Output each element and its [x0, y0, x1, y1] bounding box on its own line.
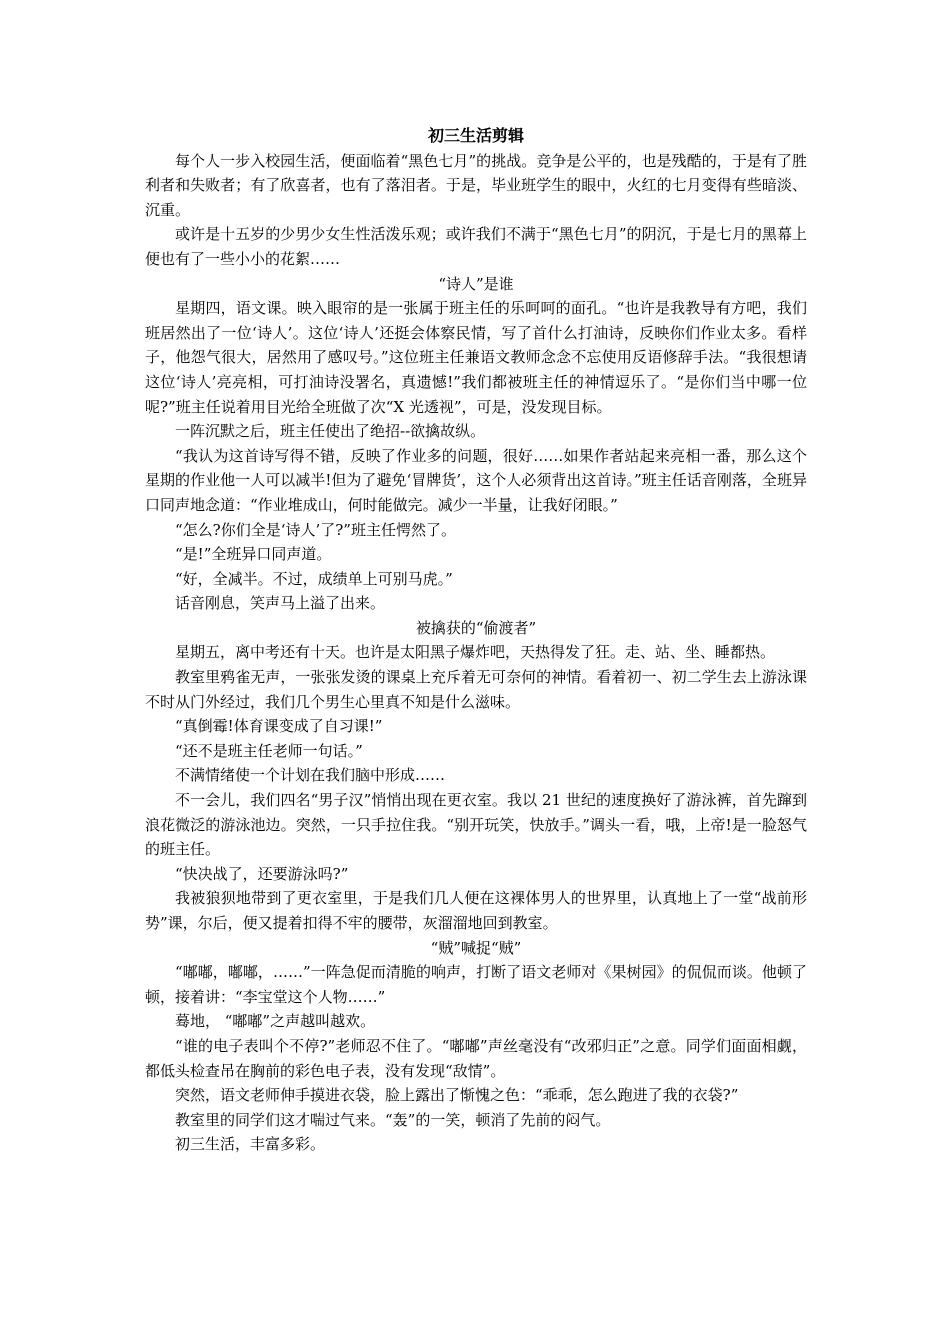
paragraph: “真倒霉!体育课变成了自习课!” — [175, 717, 383, 736]
paragraph: 蓦地， “嘟嘟”之声越叫越欢。 — [175, 1012, 376, 1031]
paragraph: 话音刚息，笑声马上溢了出来。 — [175, 594, 386, 613]
paragraph: “是!”全班异口同声道。 — [175, 545, 332, 564]
paragraph: 每个人一步入校园生活，便面临着“黑色七月”的挑战。竞争是公平的，也是残酷的，于是有了胜利者和失败者；有了欣喜者，也有了落泪者。于是，毕业班学生的眼中，火红的七月变得有些暗淡、沉重。 — [145, 151, 807, 219]
document-body — [145, 149, 807, 1157]
paragraph: 教室里鸦雀无声，一张张发烫的课桌上充斥着无可奈何的神情。看着初一、初二学生去上游泳课不时从门外经过，我们几个男生心里真不知是什么滋味。 — [145, 668, 807, 711]
paragraph: “我认为这首诗写得不错，反映了作业多的问题，很好……如果作者站起来亮相一番，那么这个星期的作业他一人可以减半!但为了避免‘冒牌货’，这个人必须背出这首诗。”班主任话音刚落，全班异口同声地念道：“作业堆成山，何时能做完。减少一半量，让我好闭眼。” — [145, 446, 807, 514]
section-title: “贼”喊捉“贼” — [430, 938, 522, 957]
paragraph: “好，全减半。不过，成绩单上可别马虎。” — [175, 569, 453, 588]
paragraph: “谁的电子表叫个不停?”老师忍不住了。“嘟嘟”声丝毫没有“改邪归正”之意。同学们面面相觑，都低头检查吊在胸前的彩色电子表，没有发现“敌情”。 — [145, 1036, 807, 1080]
paragraph: 我被狼狈地带到了更衣室里，于是我们几人便在这裸体男人的世界里，认真地上了一堂“战前形势”课，尔后，便又提着扣得不牢的腰带，灰溜溜地回到教室。 — [145, 889, 807, 932]
paragraph: 不满情绪使一个计划在我们脑中形成…… — [175, 766, 446, 785]
paragraph: 星期五，离中考还有十天。也许是太阳黑子爆炸吧，天热得发了狂。走、站、坐、睡都热。 — [175, 643, 776, 662]
paragraph: “还不是班主任老师一句话。” — [175, 741, 363, 760]
paragraph: 或许是十五岁的少男少女生性活泼乐观；或许我们不满于“黑色七月”的阴沉，于是七月的黑幕上便也有了一些小小的花絮…… — [145, 225, 807, 268]
paragraph: 一阵沉默之后，班主任使出了绝招--欲擒故纵。 — [175, 422, 486, 441]
paragraph: 教室里的同学们这才喘过气来。“轰”的一笑，顿消了先前的闷气。 — [175, 1110, 611, 1129]
paragraph: 突然，语文老师伸手摸进衣袋，脸上露出了惭愧之色：“乖乖，怎么跑进了我的衣袋?” — [175, 1086, 739, 1105]
paragraph: “快决战了，还要游泳吗?” — [175, 864, 349, 883]
paragraph: 星期四，语文课。映入眼帘的是一张属于班主任的乐呵呵的面孔。“也许是我教导有方吧，我们班居然出了一位‘诗人’。这位‘诗人’还挺会体察民情，写了首什么打油诗，反映你们作业太多。看样子，他怨气很大，居然用了感叹号。”这位班主任兼语文教师念念不忘使用反语修辞手法。“我很想请这位‘诗人’亮亮相，可打油诗没署名，真遗憾!”我们都被班主任的神情逗乐了。“是你们当中哪一位呢?”班主任说着用目光给全班做了次“X 光透视”，可是，没发现目标。 — [145, 299, 807, 416]
paragraph: 不一会儿，我们四名“男子汉”悄悄出现在更衣室。我以 21 世纪的速度换好了游泳裤，首先蹿到浪花微泛的游泳池边。突然，一只手拉住我。“别开玩笑，快放手。”调头一看，哦，上帝!是一脸怒气的班主任。 — [145, 791, 807, 859]
section-title: “诗人”是谁 — [438, 274, 514, 293]
section-title: 被擒获的“偷渡者” — [415, 618, 537, 637]
paragraph: 初三生活，丰富多彩。 — [175, 1135, 326, 1154]
paragraph: “嘟嘟，嘟嘟，……”一阵急促而清脆的响声，打断了语文老师对《果树园》的侃侃而谈。他顿了顿，接着讲：“李宝堂这个人物……” — [145, 963, 807, 1006]
document-title: 初三生活剪辑 — [427, 126, 524, 145]
document-page — [145, 124, 807, 1157]
paragraph: “怎么?你们全是‘诗人’了?”班主任愕然了。 — [175, 520, 456, 539]
